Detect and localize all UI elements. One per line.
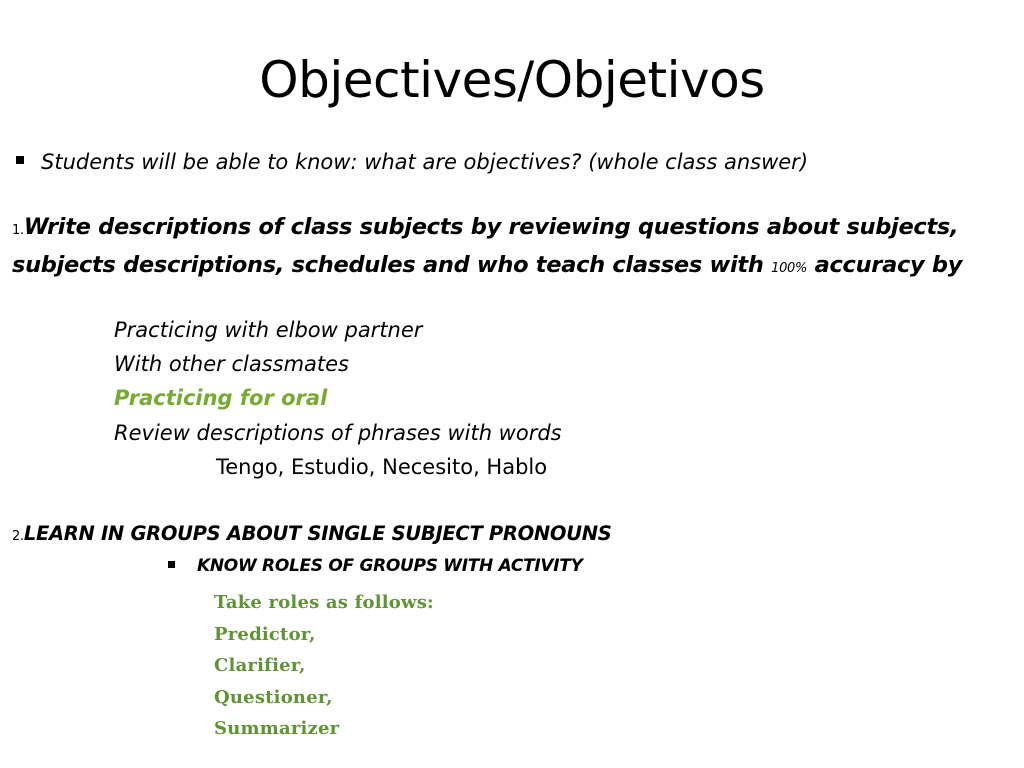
roles-intro: Take roles as follows: xyxy=(214,592,434,613)
objective-1-text-end: accuracy by xyxy=(807,252,963,278)
objective-2 xyxy=(12,520,612,551)
slide-title: Objectives/Objetivos xyxy=(259,51,765,109)
activity-item: Practicing with elbow partner xyxy=(114,318,423,342)
objective-1-percent: 100% xyxy=(771,261,808,276)
role-item: Clarifier, xyxy=(214,655,306,676)
know-roles-bullet xyxy=(168,553,583,579)
objective-2-text: LEARN IN GROUPS ABOUT SINGLE SUBJECT PRONOUNS xyxy=(23,522,612,545)
activity-item-oral: Practicing for oral xyxy=(114,386,328,410)
roles-list xyxy=(214,587,434,745)
role-item: Predictor, xyxy=(214,623,316,645)
objective-1-text: Write descriptions of class subjects by reviewing questions about subjects, subjects descriptions, schedules and who teach classes with xyxy=(12,214,959,278)
objective-1 xyxy=(12,210,1012,286)
spanish-words: Tengo, Estudio, Necesito, Hablo xyxy=(216,455,548,479)
role-item: Summarizer xyxy=(214,718,340,739)
know-roles-text: KNOW ROLES OF GROUPS WITH ACTIVITY xyxy=(197,556,583,576)
intro-text: Students will be able to know: what are objectives? (whole class answer) xyxy=(41,150,809,174)
square-bullet-icon xyxy=(16,156,24,164)
role-item: Questioner, xyxy=(214,686,333,708)
square-bullet-icon xyxy=(168,561,175,568)
intro-bullet xyxy=(16,148,1006,176)
objective-2-number: 2. xyxy=(12,529,24,544)
objective-1-number: 1. xyxy=(12,223,24,238)
activity-item: Review descriptions of phrases with words xyxy=(114,421,562,445)
activity-item: With other classmates xyxy=(114,352,349,376)
